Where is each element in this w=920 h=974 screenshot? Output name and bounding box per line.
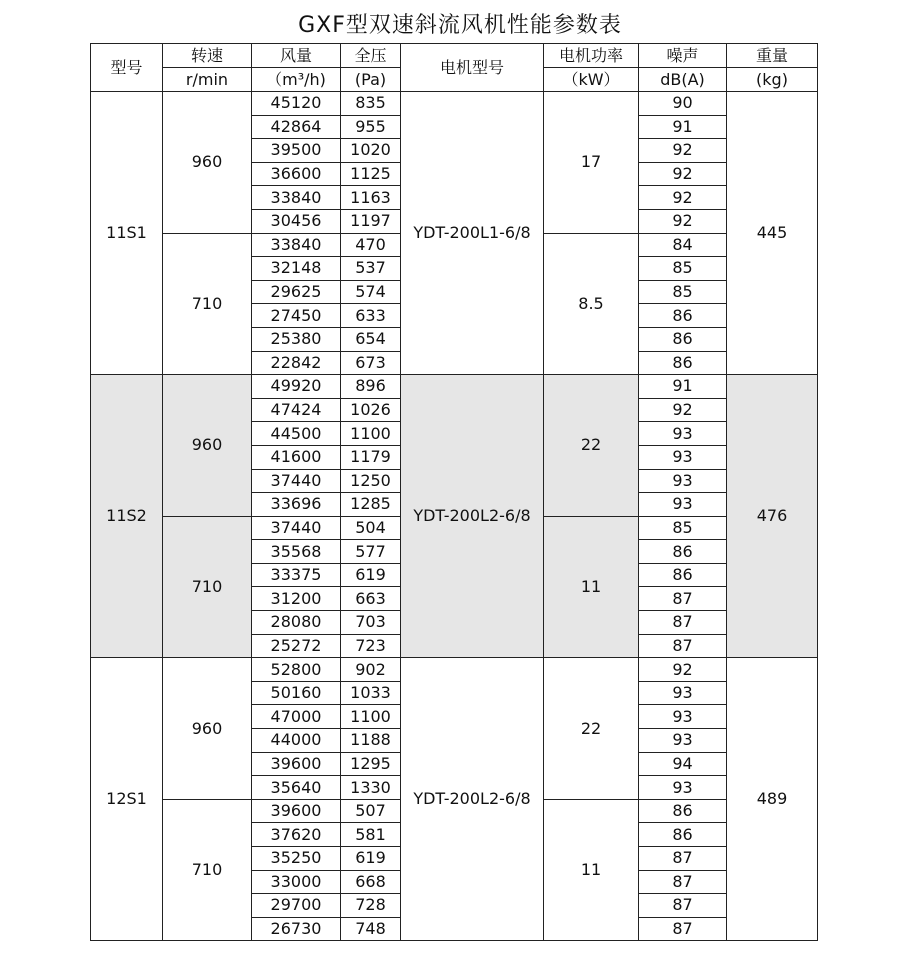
- flow-cell: 47424: [252, 398, 341, 422]
- noise-cell: 85: [639, 516, 727, 540]
- weight-cell: 476: [727, 375, 818, 658]
- pressure-cell: 1179: [341, 445, 401, 469]
- flow-cell: 47000: [252, 705, 341, 729]
- flow-cell: 33375: [252, 563, 341, 587]
- flow-cell: 49920: [252, 375, 341, 399]
- flow-cell: 25272: [252, 634, 341, 658]
- pressure-cell: 728: [341, 894, 401, 918]
- pressure-cell: 537: [341, 257, 401, 281]
- flow-cell: 35250: [252, 847, 341, 871]
- pressure-cell: 1197: [341, 209, 401, 233]
- pressure-cell: 703: [341, 611, 401, 635]
- noise-cell: 93: [639, 729, 727, 753]
- noise-cell: 85: [639, 257, 727, 281]
- pressure-cell: 1188: [341, 729, 401, 753]
- flow-cell: 37440: [252, 469, 341, 493]
- pressure-cell: 507: [341, 799, 401, 823]
- flow-cell: 37440: [252, 516, 341, 540]
- flow-cell: 29700: [252, 894, 341, 918]
- flow-cell: 32148: [252, 257, 341, 281]
- noise-cell: 84: [639, 233, 727, 257]
- pressure-cell: 1033: [341, 681, 401, 705]
- pressure-cell: 668: [341, 870, 401, 894]
- header-noise-unit: dB(A): [639, 68, 727, 92]
- flow-cell: 30456: [252, 209, 341, 233]
- speed-cell: 960: [163, 658, 252, 800]
- header-model: 型号: [91, 44, 163, 92]
- flow-cell: 41600: [252, 445, 341, 469]
- pressure-cell: 577: [341, 540, 401, 564]
- speed-cell: 710: [163, 799, 252, 941]
- noise-cell: 91: [639, 115, 727, 139]
- model-cell: 12S1: [91, 658, 163, 941]
- flow-cell: 36600: [252, 162, 341, 186]
- power-cell: 8.5: [544, 233, 639, 375]
- pressure-cell: 1250: [341, 469, 401, 493]
- pressure-cell: 581: [341, 823, 401, 847]
- pressure-cell: 955: [341, 115, 401, 139]
- noise-cell: 92: [639, 162, 727, 186]
- flow-cell: 33696: [252, 493, 341, 517]
- pressure-cell: 619: [341, 563, 401, 587]
- flow-cell: 27450: [252, 304, 341, 328]
- speed-cell: 710: [163, 516, 252, 658]
- noise-cell: 93: [639, 776, 727, 800]
- speed-cell: 960: [163, 92, 252, 234]
- noise-cell: 86: [639, 351, 727, 375]
- pressure-cell: 504: [341, 516, 401, 540]
- noise-cell: 86: [639, 327, 727, 351]
- noise-cell: 87: [639, 634, 727, 658]
- pressure-cell: 723: [341, 634, 401, 658]
- table-row: [91, 92, 818, 116]
- model-cell: 11S1: [91, 92, 163, 375]
- weight-cell: 445: [727, 92, 818, 375]
- pressure-cell: 619: [341, 847, 401, 871]
- noise-cell: 94: [639, 752, 727, 776]
- noise-cell: 92: [639, 209, 727, 233]
- noise-cell: 87: [639, 611, 727, 635]
- motor-cell: YDT-200L1-6/8: [401, 92, 544, 375]
- pressure-cell: 574: [341, 280, 401, 304]
- noise-cell: 86: [639, 540, 727, 564]
- noise-cell: 92: [639, 398, 727, 422]
- header-pressure: 全压: [341, 44, 401, 68]
- pressure-cell: 470: [341, 233, 401, 257]
- table-row: [91, 658, 818, 682]
- flow-cell: 29625: [252, 280, 341, 304]
- flow-cell: 33840: [252, 233, 341, 257]
- header-power-unit: （kW）: [544, 68, 639, 92]
- power-cell: 22: [544, 375, 639, 517]
- header-flow: 风量: [252, 44, 341, 68]
- noise-cell: 87: [639, 870, 727, 894]
- pressure-cell: 1026: [341, 398, 401, 422]
- model-cell: 11S2: [91, 375, 163, 658]
- noise-cell: 87: [639, 847, 727, 871]
- noise-cell: 86: [639, 823, 727, 847]
- flow-cell: 39500: [252, 139, 341, 163]
- pressure-cell: 1285: [341, 493, 401, 517]
- noise-cell: 91: [639, 375, 727, 399]
- noise-cell: 87: [639, 587, 727, 611]
- power-cell: 11: [544, 516, 639, 658]
- header-noise: 噪声: [639, 44, 727, 68]
- noise-cell: 93: [639, 445, 727, 469]
- pressure-cell: 633: [341, 304, 401, 328]
- pressure-cell: 654: [341, 327, 401, 351]
- noise-cell: 93: [639, 469, 727, 493]
- flow-cell: 35568: [252, 540, 341, 564]
- pressure-cell: 1295: [341, 752, 401, 776]
- header-weight: 重量: [727, 44, 818, 68]
- noise-cell: 93: [639, 705, 727, 729]
- flow-cell: 44000: [252, 729, 341, 753]
- header-speed: 转速: [163, 44, 252, 68]
- performance-table: [90, 43, 818, 941]
- flow-cell: 37620: [252, 823, 341, 847]
- pressure-cell: 896: [341, 375, 401, 399]
- noise-cell: 93: [639, 493, 727, 517]
- noise-cell: 93: [639, 681, 727, 705]
- pressure-cell: 748: [341, 917, 401, 941]
- pressure-cell: 1100: [341, 422, 401, 446]
- noise-cell: 90: [639, 92, 727, 116]
- flow-cell: 31200: [252, 587, 341, 611]
- noise-cell: 92: [639, 186, 727, 210]
- header-pressure-unit: (Pa): [341, 68, 401, 92]
- header-row-1: [91, 44, 818, 68]
- header-flow-unit: （m³/h): [252, 68, 341, 92]
- power-cell: 11: [544, 799, 639, 941]
- flow-cell: 39600: [252, 752, 341, 776]
- pressure-cell: 1330: [341, 776, 401, 800]
- flow-cell: 52800: [252, 658, 341, 682]
- flow-cell: 26730: [252, 917, 341, 941]
- flow-cell: 45120: [252, 92, 341, 116]
- pressure-cell: 1163: [341, 186, 401, 210]
- noise-cell: 87: [639, 917, 727, 941]
- pressure-cell: 663: [341, 587, 401, 611]
- flow-cell: 50160: [252, 681, 341, 705]
- flow-cell: 39600: [252, 799, 341, 823]
- speed-cell: 960: [163, 375, 252, 517]
- noise-cell: 92: [639, 658, 727, 682]
- noise-cell: 87: [639, 894, 727, 918]
- noise-cell: 86: [639, 304, 727, 328]
- pressure-cell: 673: [341, 351, 401, 375]
- table-title: GXF型双速斜流风机性能参数表: [298, 13, 622, 38]
- flow-cell: 42864: [252, 115, 341, 139]
- flow-cell: 33000: [252, 870, 341, 894]
- noise-cell: 86: [639, 563, 727, 587]
- header-motor: 电机型号: [401, 44, 544, 92]
- pressure-cell: 1125: [341, 162, 401, 186]
- motor-cell: YDT-200L2-6/8: [401, 658, 544, 941]
- table-row: [91, 375, 818, 399]
- flow-cell: 35640: [252, 776, 341, 800]
- header-power: 电机功率: [544, 44, 639, 68]
- header-weight-unit: (kg): [727, 68, 818, 92]
- noise-cell: 93: [639, 422, 727, 446]
- flow-cell: 44500: [252, 422, 341, 446]
- flow-cell: 22842: [252, 351, 341, 375]
- noise-cell: 86: [639, 799, 727, 823]
- flow-cell: 28080: [252, 611, 341, 635]
- pressure-cell: 1020: [341, 139, 401, 163]
- pressure-cell: 902: [341, 658, 401, 682]
- flow-cell: 33840: [252, 186, 341, 210]
- power-cell: 22: [544, 658, 639, 800]
- noise-cell: 92: [639, 139, 727, 163]
- flow-cell: 25380: [252, 327, 341, 351]
- power-cell: 17: [544, 92, 639, 234]
- noise-cell: 85: [639, 280, 727, 304]
- pressure-cell: 1100: [341, 705, 401, 729]
- pressure-cell: 835: [341, 92, 401, 116]
- speed-cell: 710: [163, 233, 252, 375]
- weight-cell: 489: [727, 658, 818, 941]
- header-speed-unit: r/min: [163, 68, 252, 92]
- motor-cell: YDT-200L2-6/8: [401, 375, 544, 658]
